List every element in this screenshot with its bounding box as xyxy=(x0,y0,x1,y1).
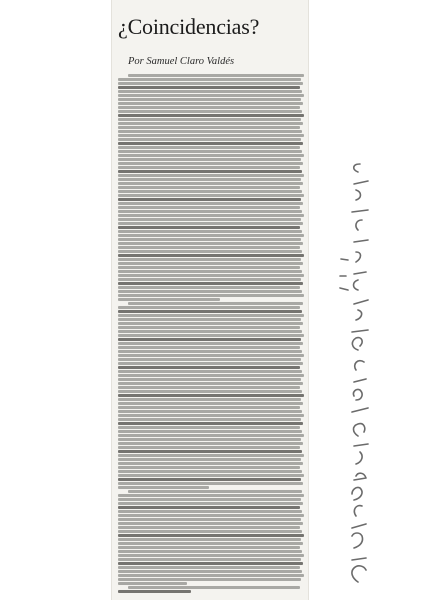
body-text-line xyxy=(118,126,300,129)
body-text-line xyxy=(118,450,302,453)
body-text-line xyxy=(118,326,300,329)
body-text-line xyxy=(118,298,220,301)
body-text-line xyxy=(128,74,304,77)
body-text-line xyxy=(118,238,301,241)
body-text-line xyxy=(118,318,301,321)
body-text-line xyxy=(118,414,304,417)
body-text-line xyxy=(118,198,301,201)
body-text-line xyxy=(118,366,300,369)
body-text-line xyxy=(118,394,304,397)
body-text-line xyxy=(118,514,304,517)
body-text-line xyxy=(118,390,302,393)
body-text-line xyxy=(118,206,300,209)
body-text-line xyxy=(128,586,300,589)
body-text-line xyxy=(118,246,300,249)
body-text-line xyxy=(118,182,303,185)
body-text-line xyxy=(118,418,301,421)
body-text-line xyxy=(118,430,302,433)
article-headline: ¿Coincidencias? xyxy=(118,14,260,39)
body-text-line xyxy=(118,270,302,273)
body-text-line xyxy=(118,122,303,125)
body-text-line xyxy=(118,434,304,437)
body-text-line xyxy=(118,478,301,481)
body-text-line xyxy=(118,458,301,461)
handwritten-annotation xyxy=(318,150,388,590)
body-text-line xyxy=(118,454,304,457)
body-text-line xyxy=(118,350,302,353)
body-text-line xyxy=(118,546,300,549)
body-text-line xyxy=(118,78,301,81)
body-text-line xyxy=(118,422,303,425)
body-text-line xyxy=(118,446,300,449)
body-text-line xyxy=(118,510,302,513)
body-text-line xyxy=(118,266,300,269)
body-text-line xyxy=(118,374,304,377)
article-byline: Por Samuel Claro Valdés xyxy=(128,56,235,67)
body-text-line xyxy=(118,406,300,409)
body-text-line xyxy=(118,498,301,501)
body-text-line xyxy=(118,178,301,181)
body-text-line xyxy=(118,254,304,257)
body-text-line xyxy=(118,534,304,537)
body-text-line xyxy=(118,334,304,337)
body-text-line xyxy=(118,342,303,345)
body-text-line xyxy=(118,274,304,277)
body-text-line xyxy=(118,482,303,485)
body-text-line xyxy=(118,202,303,205)
body-text-line xyxy=(118,362,303,365)
body-text-line xyxy=(118,118,301,121)
body-text-line xyxy=(118,518,301,521)
body-text-line xyxy=(118,158,301,161)
body-text-line xyxy=(118,286,300,289)
body-text-line xyxy=(118,174,304,177)
body-text-line xyxy=(118,138,301,141)
body-text-line xyxy=(118,130,302,133)
body-text-line xyxy=(118,574,304,577)
body-text-line xyxy=(118,370,302,373)
body-text-line xyxy=(118,86,300,89)
body-text-line xyxy=(118,570,302,573)
body-text-line xyxy=(118,190,302,193)
body-text-line xyxy=(118,486,209,489)
body-text-line xyxy=(118,146,300,149)
body-text-line xyxy=(118,330,302,333)
body-text-line xyxy=(118,590,191,593)
body-text-line xyxy=(118,494,304,497)
body-text-line xyxy=(118,98,301,101)
body-text-line xyxy=(118,554,304,557)
body-text-line xyxy=(128,302,303,305)
body-text-line xyxy=(118,210,302,213)
body-text-line xyxy=(118,110,302,113)
body-text-line xyxy=(118,214,304,217)
body-text-line xyxy=(118,290,302,293)
body-text-line xyxy=(118,386,300,389)
body-text-line xyxy=(118,258,301,261)
body-text-line xyxy=(118,186,300,189)
body-text-line xyxy=(118,346,300,349)
body-text-line xyxy=(118,162,303,165)
body-text-line xyxy=(118,582,187,585)
body-text-line xyxy=(128,490,302,493)
body-text-line xyxy=(118,558,301,561)
body-text-line xyxy=(118,250,302,253)
body-text-line xyxy=(118,170,302,173)
body-text-line xyxy=(118,234,304,237)
body-text-line xyxy=(118,242,303,245)
body-text-line xyxy=(118,322,303,325)
body-text-line xyxy=(118,82,303,85)
body-text-line xyxy=(118,466,300,469)
body-text-line xyxy=(118,530,302,533)
body-text-line xyxy=(118,410,302,413)
article-body xyxy=(118,74,304,594)
body-text-line xyxy=(118,550,302,553)
body-text-line xyxy=(118,294,304,297)
body-text-line xyxy=(118,90,302,93)
newspaper-clipping xyxy=(112,0,308,600)
body-text-line xyxy=(118,354,304,357)
body-text-line xyxy=(118,378,301,381)
body-text-line xyxy=(118,402,303,405)
body-text-line xyxy=(118,538,301,541)
body-text-line xyxy=(118,154,304,157)
body-text-line xyxy=(118,382,303,385)
body-text-line xyxy=(118,134,304,137)
body-text-line xyxy=(118,526,300,529)
body-text-line xyxy=(118,114,304,117)
body-text-line xyxy=(118,398,301,401)
body-text-line xyxy=(118,474,304,477)
body-text-line xyxy=(118,314,304,317)
body-text-line xyxy=(118,218,301,221)
body-text-line xyxy=(118,194,304,197)
body-text-line xyxy=(118,578,301,581)
body-text-line xyxy=(118,282,303,285)
body-text-line xyxy=(118,442,303,445)
body-text-line xyxy=(118,106,300,109)
body-text-line xyxy=(118,94,304,97)
body-text-line xyxy=(118,102,303,105)
body-text-line xyxy=(118,278,301,281)
body-text-line xyxy=(118,222,303,225)
body-text-line xyxy=(118,262,303,265)
body-text-line xyxy=(118,522,303,525)
body-text-line xyxy=(118,506,300,509)
body-text-line xyxy=(118,226,300,229)
body-text-line xyxy=(118,358,301,361)
body-text-line xyxy=(118,150,302,153)
body-text-line xyxy=(118,462,303,465)
body-text-line xyxy=(118,470,302,473)
body-text-line xyxy=(118,502,303,505)
body-text-line xyxy=(118,562,303,565)
body-text-line xyxy=(118,338,301,341)
body-text-line xyxy=(118,142,303,145)
body-text-line xyxy=(118,438,301,441)
body-text-line xyxy=(118,310,302,313)
body-text-line xyxy=(118,166,300,169)
body-text-line xyxy=(118,566,300,569)
body-text-line xyxy=(118,306,300,309)
body-text-line xyxy=(118,542,303,545)
body-text-line xyxy=(118,426,300,429)
body-text-line xyxy=(118,230,302,233)
